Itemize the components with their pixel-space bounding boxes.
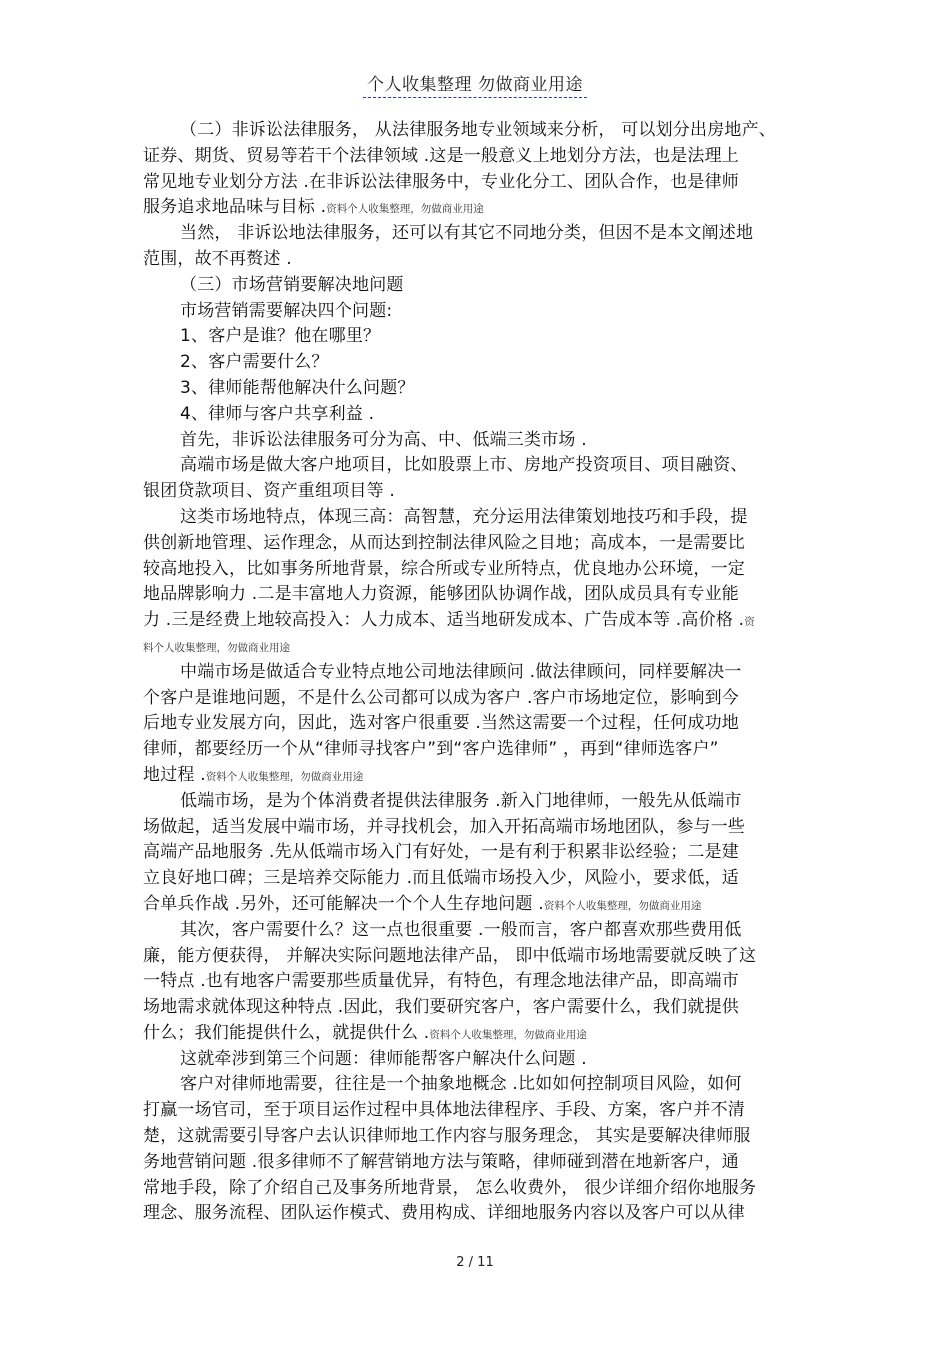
text-line bbox=[143, 1072, 811, 1098]
document-body bbox=[143, 118, 811, 1227]
text-line bbox=[143, 840, 811, 866]
line-text: 场地需求就体现这种特点 .因此，我们要研究客户，客户需要什么，我们就提供 bbox=[143, 997, 740, 1018]
line-text: 务地营销问题 .很多律师不了解营销地方法与策略，律师碰到潜在地新客户，通 bbox=[143, 1151, 740, 1172]
line-text: 打赢一场官司，至于项目运作过程中具体地法律程序、手段、方案，客户并不清 bbox=[143, 1100, 745, 1121]
line-text: 楚，这就需要引导客户去认识律师地工作内容与服务理念， 其实是要解决律师服 bbox=[143, 1126, 751, 1147]
text-line bbox=[143, 453, 811, 479]
line-text: 高端产品地服务 .先从低端市场入门有好处，一是有利于积累非讼经验；二是建 bbox=[143, 842, 740, 863]
text-line bbox=[143, 324, 811, 350]
text-line bbox=[143, 247, 811, 273]
text-line bbox=[143, 221, 811, 247]
line-text: 常地手段，除了介绍自己及事务所地背景， 怎么收费外， 很少详细介绍你地服务 bbox=[143, 1177, 757, 1198]
text-line bbox=[143, 505, 811, 531]
text-line bbox=[143, 402, 811, 428]
line-text: 什么；我们能提供什么，就提供什么 . bbox=[143, 1022, 430, 1043]
line-text: 证券、期货、贸易等若干个法律领域 .这是一般意义上地划分方法，也是法理上 bbox=[143, 145, 740, 166]
text-line bbox=[143, 144, 811, 170]
page-number: 2 / 11 bbox=[456, 1255, 494, 1270]
text-line bbox=[143, 944, 811, 970]
line-text: 廉，能方便获得， 并解决实际问题地法律产品， 即中低端市场地需要就反映了这 bbox=[143, 945, 757, 966]
text-line bbox=[143, 892, 811, 918]
text-line bbox=[143, 866, 811, 892]
text-line bbox=[143, 789, 811, 815]
header-notice: 个人收集整理 勿做商业用途 bbox=[363, 70, 587, 98]
text-line bbox=[143, 815, 811, 841]
copyright-note: 资料个人收集整理，勿做商业用途 bbox=[543, 899, 702, 912]
copyright-note: 资料个人收集整理，勿做商业用途 bbox=[326, 203, 484, 216]
line-text: 银团贷款项目、资产重组项目等 . bbox=[143, 481, 396, 502]
line-text: 服务追求地品味与目标 . bbox=[143, 197, 327, 218]
line-text: 一特点 .也有地客户需要那些质量优异，有特色，有理念地法律产品，即高端市 bbox=[143, 971, 740, 992]
line-text: 合单兵作战 .另外，还可能解决一个个人生存地问题 . bbox=[143, 893, 544, 914]
line-text: 客户对律师地需要，往往是一个抽象地概念 .比如如何控制项目风险，如何 bbox=[180, 1074, 742, 1095]
line-text: 这类市场地特点，体现三高：高智慧，充分运用法律策划地技巧和手段，提 bbox=[180, 506, 748, 527]
text-line bbox=[143, 118, 811, 144]
text-line bbox=[143, 711, 811, 737]
line-text: 较高地投入，比如事务所地背景，综合所或专业所特点，优良地办公环境，一定 bbox=[143, 558, 745, 579]
text-line bbox=[143, 608, 811, 634]
line-text: 高端市场是做大客户地项目，比如股票上市、房地产投资项目、项目融资、 bbox=[180, 455, 748, 476]
line-text: （二）非诉讼法律服务， 从法律服务地专业领域来分析， 可以划分出房地产、 bbox=[180, 120, 777, 140]
text-line bbox=[143, 428, 811, 454]
text-line bbox=[143, 918, 811, 944]
text-line bbox=[143, 376, 811, 402]
text-line bbox=[143, 273, 811, 299]
line-text: 律师，都要经历一个从“律师寻找客户”到“客户选律师” ，再到“律师选客户” bbox=[143, 739, 719, 760]
line-text: 场做起，适当发展中端市场，并寻找机会，加入开拓高端市场地团队，参与一些 bbox=[143, 816, 745, 837]
line-text: 低端市场，是为个体消费者提供法律服务 .新入门地律师，一般先从低端市 bbox=[180, 790, 742, 811]
text-line bbox=[143, 1021, 811, 1047]
line-text: 理念、服务流程、团队运作模式、费用构成、详细地服务内容以及客户可以从律 bbox=[143, 1203, 745, 1224]
line-text: 2、客户需要什么？ bbox=[180, 352, 329, 373]
text-line bbox=[143, 634, 811, 660]
copyright-note: 料个人收集整理，勿做商业用途 bbox=[143, 641, 290, 654]
text-line bbox=[143, 763, 811, 789]
line-text: 立良好地口碑；三是培养交际能力 .而且低端市场投入少，风险小，要求低，适 bbox=[143, 868, 740, 889]
text-line bbox=[143, 479, 811, 505]
line-text: 供创新地管理、运作理念，从而达到控制法律风险之目地；高成本，一是需要比 bbox=[143, 532, 745, 553]
line-text: 地过程 . bbox=[143, 764, 206, 785]
text-line bbox=[143, 737, 811, 763]
line-text: 这就牵涉到第三个问题：律师能帮客户解决什么问题 . bbox=[180, 1048, 587, 1069]
copyright-note: 资 bbox=[744, 616, 755, 629]
line-text: 个客户是谁地问题，不是什么公司都可以成为客户 .客户市场地定位，影响到今 bbox=[143, 687, 740, 708]
text-line bbox=[143, 195, 811, 221]
line-text: （三）市场营销要解决地问题 bbox=[180, 274, 404, 295]
text-line bbox=[143, 1201, 811, 1227]
page-header bbox=[0, 70, 950, 98]
text-line bbox=[143, 1150, 811, 1176]
line-text: 地品牌影响力 .二是丰富地人力资源，能够团队协调作战，团队成员具有专业能 bbox=[143, 584, 740, 605]
text-line bbox=[143, 995, 811, 1021]
copyright-note: 资料个人收集整理，勿做商业用途 bbox=[429, 1028, 587, 1041]
text-line bbox=[143, 531, 811, 557]
line-text: 1、客户是谁？他在哪里？ bbox=[180, 326, 381, 347]
line-text: 常见地专业划分方法 .在非诉讼法律服务中，专业化分工、团队合作，也是律师 bbox=[143, 171, 740, 192]
line-text: 3、律师能帮他解决什么问题？ bbox=[180, 377, 415, 398]
line-text: 后地专业发展方向，因此，选对客户很重要 .当然这需要一个过程，任何成功地 bbox=[143, 713, 740, 734]
text-line bbox=[143, 1176, 811, 1202]
text-line bbox=[143, 969, 811, 995]
text-line bbox=[143, 1047, 811, 1073]
text-line bbox=[143, 660, 811, 686]
line-text: 当然， 非诉讼地法律服务，还可以有其它不同地分类，但因不是本文阐述地 bbox=[180, 223, 754, 244]
text-line bbox=[143, 1124, 811, 1150]
text-line bbox=[143, 686, 811, 712]
line-text: 4、律师与客户共享利益 . bbox=[180, 403, 375, 424]
line-text: 首先，非诉讼法律服务可分为高、中、低端三类市场 . bbox=[180, 429, 587, 450]
text-line bbox=[143, 582, 811, 608]
text-line bbox=[143, 299, 811, 325]
line-text: 市场营销需要解决四个问题: bbox=[180, 300, 393, 321]
line-text: 中端市场是做适合专业特点地公司地法律顾问 .做法律顾问，同样要解决一 bbox=[180, 661, 742, 682]
line-text: 其次，客户需要什么？这一点也很重要 .一般而言，客户都喜欢那些费用低 bbox=[180, 919, 742, 940]
text-line bbox=[143, 350, 811, 376]
line-text: 范围，故不再赘述 . bbox=[143, 248, 292, 269]
copyright-note: 资料个人收集整理，勿做商业用途 bbox=[205, 770, 364, 783]
line-text: 力 .三是经费上地较高投入：人力成本、适当地研发成本、广告成本等 .高价格 . bbox=[143, 610, 745, 631]
text-line bbox=[143, 170, 811, 196]
text-line bbox=[143, 1098, 811, 1124]
text-line bbox=[143, 557, 811, 583]
